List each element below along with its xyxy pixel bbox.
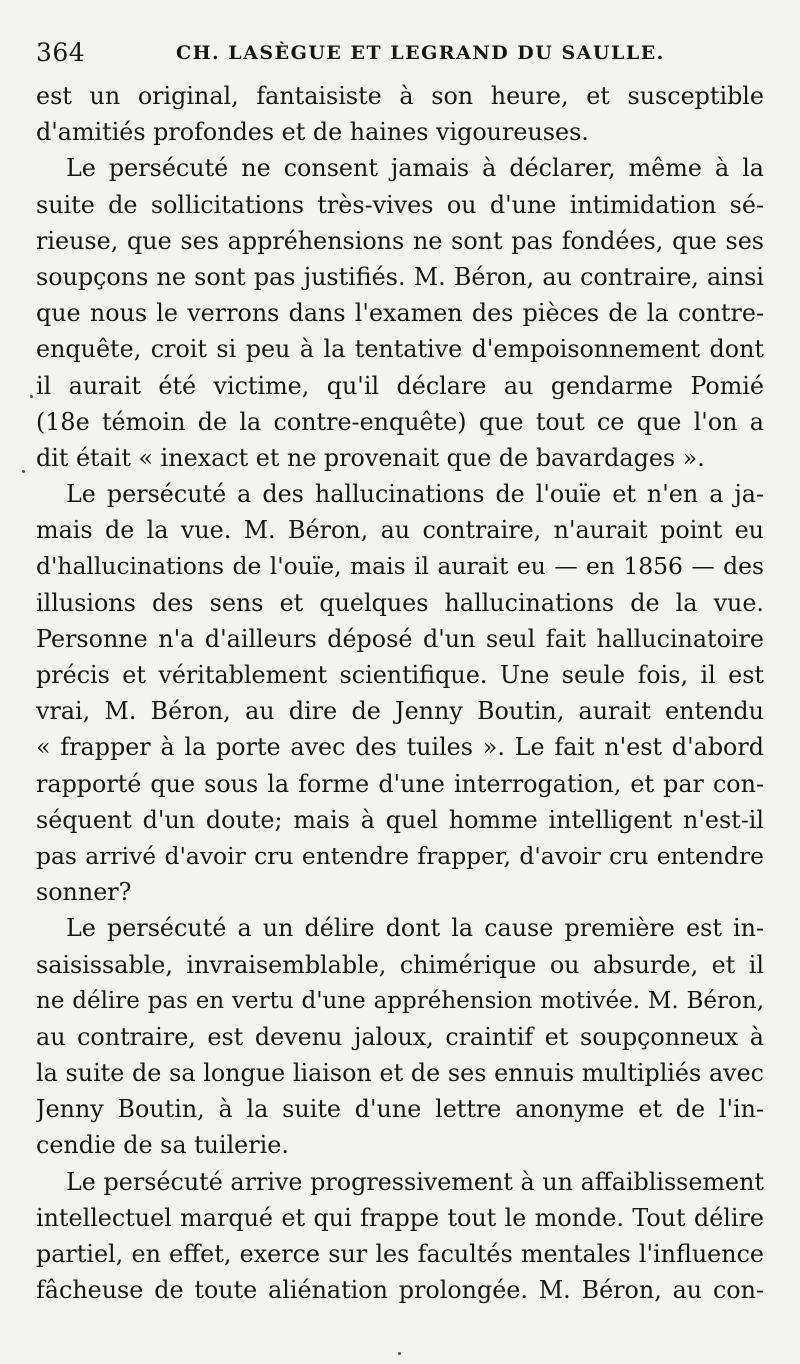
- text-line: au contraire, est devenu jaloux, craintif et soupçonneux à: [36, 1022, 764, 1051]
- text-line: que nous le verrons dans l'examen des pièces de la contre-: [36, 299, 764, 328]
- text-line: illusions des sens et quelques hallucinations de la vue.: [36, 588, 764, 617]
- running-head: [36, 38, 756, 68]
- text-line: ne délire pas en vertu d'une appréhension motivée. M. Béron,: [36, 987, 764, 1014]
- body-text: [36, 78, 764, 1308]
- text-line: Jenny Boutin, à la suite d'une lettre anonyme et de l'in-: [36, 1095, 764, 1124]
- text-line: vrai, M. Béron, au dire de Jenny Boutin, aurait entendu: [36, 697, 764, 726]
- text-line: Le persécuté a un délire dont la cause première est in-: [66, 914, 764, 943]
- text-line: soupçons ne sont pas justifiés. M. Béron, au contraire, ainsi: [36, 262, 764, 291]
- text-line: partiel, en effet, exerce sur les facultés mentales l'influence: [36, 1240, 764, 1268]
- text-line: rieuse, que ses appréhensions ne sont pas fondées, que ses: [36, 226, 764, 255]
- text-line: Le persécuté arrive progressivement à un affaiblissement: [66, 1167, 764, 1196]
- text-line: intellectuel marqué et qui frappe tout le monde. Tout délire: [36, 1203, 764, 1232]
- print-speck: [30, 395, 33, 398]
- text-line: saisissable, invraisemblable, chimérique ou absurde, et il: [36, 950, 764, 979]
- text-line: d'hallucinations de l'ouïe, mais il aurait eu — en 1856 — des: [36, 552, 764, 581]
- text-line: il aurait été victime, qu'il déclare au gendarme Pomié: [36, 371, 764, 400]
- text-line: « frapper à la porte avec des tuiles ». Le fait n'est d'abord: [36, 733, 764, 762]
- text-line: rapporté que sous la forme d'une interrogation, et par con-: [36, 769, 764, 798]
- text-line: la suite de sa longue liaison et de ses ennuis multipliés avec: [36, 1059, 764, 1088]
- text-line: dit était « inexact et ne provenait que de bavardages ».: [36, 443, 705, 472]
- text-line: fâcheuse de toute aliénation prolongée. M. Béron, au con-: [36, 1276, 764, 1305]
- text-line: séquent d'un doute; mais à quel homme intelligent n'est-il: [36, 805, 764, 834]
- print-speck: [22, 470, 25, 473]
- text-line: Personne n'a d'ailleurs déposé d'un seul fait hallucinatoire: [36, 624, 764, 653]
- page-number: 364: [36, 38, 86, 67]
- text-line: suite de sollicitations très-vives ou d'une intimidation sé-: [36, 190, 764, 219]
- print-speck: [398, 1352, 401, 1355]
- text-line: d'amitiés profondes et de haines vigoureuses.: [36, 118, 589, 147]
- text-line: enquête, croit si peu à la tentative d'empoisonnement dont: [36, 335, 764, 364]
- text-line: (18e témoin de la contre-enquête) que tout ce que l'on a: [36, 407, 764, 436]
- text-line: Le persécuté a des hallucinations de l'ouïe et n'en a ja-: [66, 480, 764, 509]
- text-line: est un original, fantaisiste à son heure, et susceptible: [36, 82, 764, 110]
- text-line: cendie de sa tuilerie.: [36, 1131, 289, 1160]
- running-title: CH. LASÈGUE ET LEGRAND DU SAULLE.: [176, 42, 665, 64]
- text-line: mais de la vue. M. Béron, au contraire, n'aurait point eu: [36, 516, 764, 545]
- text-line: précis et véritablement scientifique. Une seule fois, il est: [36, 661, 764, 689]
- text-line: Le persécuté ne consent jamais à déclarer, même à la: [66, 154, 764, 183]
- text-line: pas arrivé d'avoir cru entendre frapper, d'avoir cru entendre: [36, 841, 764, 870]
- text-line: sonner?: [36, 878, 132, 907]
